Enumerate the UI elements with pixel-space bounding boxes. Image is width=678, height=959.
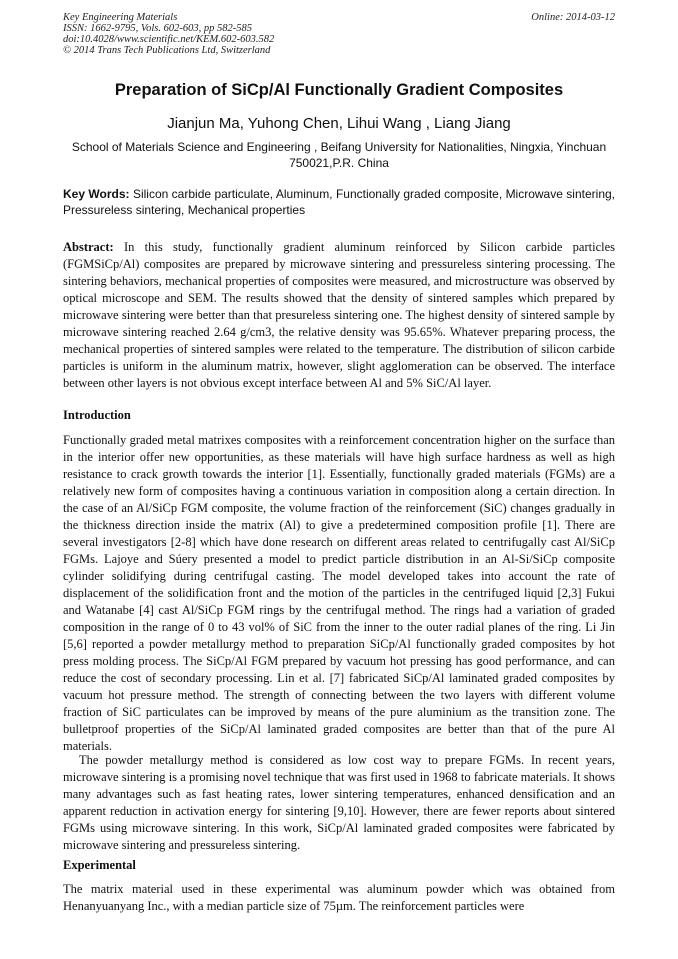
- journal-name: Key Engineering Materials: [63, 12, 178, 23]
- copyright-line: © 2014 Trans Tech Publications Ltd, Switzerland: [63, 45, 271, 56]
- keywords-text: Silicon carbide particulate, Aluminum, Functionally graded composite, Microwave sintering, Pressureless sintering, Mechanical properties: [63, 187, 615, 217]
- affiliation: School of Materials Science and Engineering , Beifang University for Nationalities, Ningxia, Yinchuan 750021,P.R. China: [71, 140, 607, 170]
- paper-title: Preparation of SiCp/Al Functionally Gradient Composites: [114, 81, 564, 99]
- introduction-paragraph-2: The powder metallurgy method is considered as low cost way to prepare FGMs. In recent years, microwave sintering is a promising novel technique that was first used in 1968 to fabricate materials. It shows many advantages such as fast heating rates, lower sintering temperatures, enhanced densification and an apparent reduction in activation energy for sintering [9,10]. However, there are fewer reports about sintered FGMs using microwave sintering. In this work, SiCp/Al laminated graded composites were fabricated by microwave sintering and pressureless sintering.: [63, 753, 615, 852]
- abstract-block: [63, 239, 615, 392]
- introduction-heading: Introduction: [63, 408, 131, 422]
- introduction-paragraph-1: Functionally graded metal matrixes composites with a reinforcement concentration higher on the surface than in the interior offer new opportunities, as these materials will have high surface hardness as well as high resistance to crack growth towards the interior [1]. Essentially, functionally graded materials (FGMs) are a relatively new form of composites having a continuous variation in composition along a certain direction. In the case of an Al/SiCp FGM composite, the volume fraction of the reinforcement (SiC) changes gradually in the thickness direction inside the matrix (Al) to give a predetermined composition profile [1]. There are several investigators [2-8] which have done research on different areas related to centrifugally cast Al/SiCp FGMs. Lajoye and Súery presented a model to predict particle distribution in an Al-Si/SiCp composite cylinder solidifying during centrifugal casting. The model developed takes into account the rate of displacement of the solidification front and the motion of the particles in the centrifuged liquid [2,3] Fukui and Watanabe [4] cast Al/SiCp FGM rings by the centrifugal method. The rings had a variation of graded composition in the range of 0 to 43 vol% of SiC from the inner to the outer radial planes of the ring. Li Jin [5,6] reported a powder metallurgy method to preparation SiCp/Al functionally graded composites by hot press molding process. The SiCp/Al FGM prepared by vacuum hot pressing has good performance, and can reduce the cost of secondary processing. Lin et al. [7] fabricated SiCp/Al laminated graded composites by vacuum hot pressure method. The strength of connecting between the two layers with different volume fraction of SiC particulates can be improved by means of the pure aluminium as the transition zone. The bulletproof properties of the SiCp/Al laminated graded composites are better than that of the pure Al materials.: [63, 433, 615, 753]
- abstract-label: Abstract:: [63, 240, 114, 254]
- author-list: Jianjun Ma, Yuhong Chen, Lihui Wang , Liang Jiang: [167, 115, 511, 132]
- experimental-heading: Experimental: [63, 858, 136, 872]
- keywords-block: [63, 186, 615, 218]
- doi-line: doi:10.4028/www.scientific.net/KEM.602-603.582: [63, 34, 275, 45]
- experimental-paragraph-1: The matrix material used in these experimental was aluminum powder which was obtained from Henanyuanyang Inc., with a median particle size of 75µm. The reinforcement particles were: [63, 882, 615, 913]
- journal-header: [63, 12, 615, 56]
- issn-line: ISSN: 1662-9795, Vols. 602-603, pp 582-585: [63, 23, 252, 34]
- keywords-label: Key Words:: [63, 187, 130, 201]
- online-date: Online: 2014-03-12: [531, 12, 615, 23]
- abstract-text: In this study, functionally gradient aluminum reinforced by Silicon carbide particles (FGMSiCp/Al) composites are prepared by microwave sintering and pressureless sintering processing. The sintering behaviors, mechanical properties of composites were measured, and microstructure was observed by optical microscope and SEM. The results showed that the density of sintered samples which prepared by microwave sintering were better than that presureless sintering one. The highest density of sintered sample by microwave sintering reached 2.64 g/cm3, the relative density was 95.65%. Whatever preparing process, the mechanical properties of sintered samples were related to the temperature. The distribution of silicon carbide particles is uniform in the aluminum matrix, however, slight agglomeration can be observed. The interface between other layers is not obvious except interface between Al and 5% SiC/Al layer.: [63, 240, 616, 390]
